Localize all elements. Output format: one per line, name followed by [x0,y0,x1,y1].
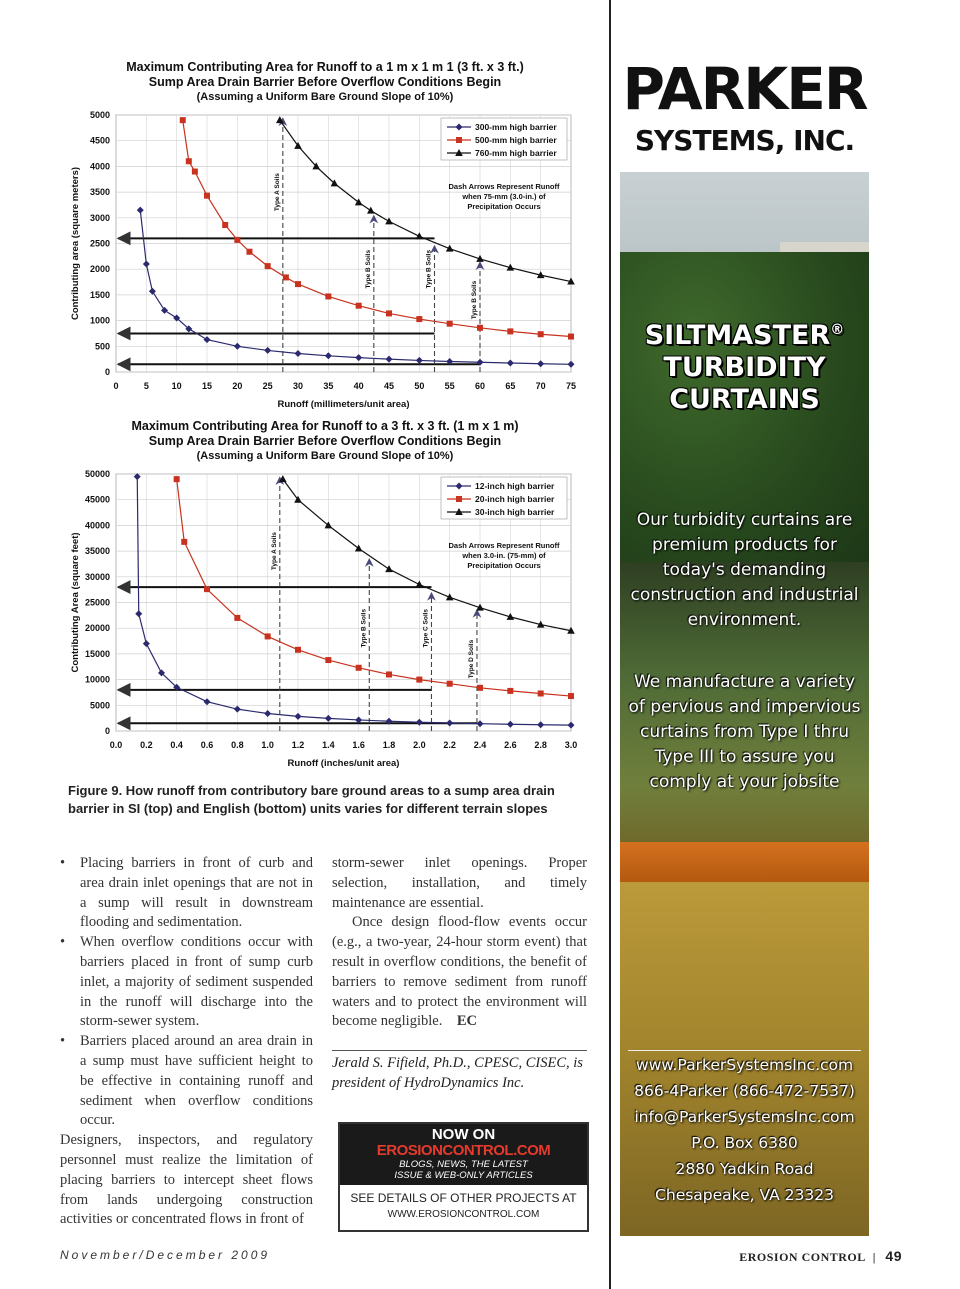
soil-type-label: Type A Soils [273,173,281,212]
y-tick-label: 2000 [89,264,110,275]
data-point [234,237,240,243]
data-point [507,688,513,694]
chart-si [60,60,590,460]
chart-si-plot [60,105,590,455]
x-tick-label: 5 [143,381,149,391]
y-tick-label: 5000 [89,700,110,711]
y-tick-label: 500 [94,341,110,352]
data-point [477,685,483,691]
ad-message-2: We manufacture a variety of pervious and impervious curtains from Type I thru Type III to assure you comply at your jobsite [628,672,861,792]
y-tick-label: 40000 [84,520,110,531]
data-point [386,310,392,316]
data-point [180,117,186,123]
data-point [246,249,252,255]
x-tick-label: 0 [113,381,119,391]
data-point [507,328,513,334]
soil-type-label: Type B Soils [425,249,433,289]
x-tick-label: 25 [262,381,273,391]
chart-english-title: Maximum Contributing Area for Runoff to a 3 ft. x 3 ft. (1 m x 1 m) Sump Area Drain Barrier Before Overflow Conditions Begin (Assuming a Uniform Bare Ground Slope of 10%) [131,419,519,462]
x-tick-label: 70 [535,381,546,391]
ad-header [620,52,869,172]
data-point [325,657,331,663]
data-point [222,222,228,228]
x-tick-label: 55 [444,381,455,391]
data-point [283,274,289,280]
chart-english [60,419,590,819]
data-point [456,137,462,143]
x-tick-label: 0.6 [200,740,214,750]
data-point [447,321,453,327]
right-column [332,854,587,1032]
x-tick-label: 20 [232,381,243,391]
y-tick-label: 30000 [84,571,110,582]
y-tick-label: 1500 [89,289,110,300]
data-point [325,293,331,299]
ad-email-link[interactable]: info@ParkerSystemsInc.com [634,1108,855,1126]
x-tick-label: 0.4 [170,740,183,750]
ad-brand-sub: SYSTEMS, INC. [634,124,855,157]
soil-type-label: Type C Soils [422,608,430,648]
x-tick-label: 1.6 [352,740,365,750]
data-point [456,496,462,502]
legend-entry: 12-inch high barrier [475,481,555,491]
y-tick-label: 35000 [84,546,110,557]
page-number: 49 [885,1248,902,1264]
annotation-text: when 3.0-in. (75-mm) of [462,551,546,560]
soil-type-label: Type A Soils [270,532,278,571]
x-tick-label: 1.2 [291,740,305,750]
y-tick-label: 0 [104,726,110,736]
data-point [204,586,210,592]
y-tick-label: 50000 [84,469,110,479]
ad-brand: PARKER [622,55,867,123]
x-tick-label: 2.8 [534,740,547,750]
chart-si-title: Maximum Contributing Area for Runoff to a 1 m x 1 m 1 (3 ft. x 3 ft.) Sump Area Drain Barrier Before Overflow Conditions Begin (Assuming a Uniform Bare Ground Slope of 10%) [126,60,524,103]
ad-contact: www.ParkerSystemsInc.com 866-4Parker (866-472-7537) info@ParkerSystemsInc.com P.O. Box 6380 2880 Yadkin Road Chesapeake, VA 23323 [620,1052,869,1208]
legend-entry: 30-inch high barrier [475,507,555,517]
annotation-text: Precipitation Occurs [467,561,541,570]
author-bio: Jerald S. Fifield, Ph.D., CPESC, CISEC, is president of HydroDynamics Inc. [332,1050,587,1093]
footer-date: November/December 2009 [60,1248,271,1262]
data-point [265,633,271,639]
x-tick-label: 40 [353,381,364,391]
x-tick-label: 50 [414,381,425,391]
soil-type-label: Type B Soils [364,249,372,289]
parker-systems-ad[interactable] [620,52,869,1236]
data-point [234,615,240,621]
y-tick-label: 45000 [84,494,110,505]
soil-type-label: Type B Soils [471,280,478,320]
soil-type-label: Type D Soils [467,639,475,679]
data-point [265,263,271,269]
end-mark: EC [456,1013,477,1030]
data-point [186,158,192,164]
y-tick-label: 1000 [89,315,110,326]
x-tick-label: 35 [323,381,334,391]
annotation-text: Precipitation Occurs [467,202,541,211]
data-point [181,539,187,545]
data-point [416,677,422,683]
data-point [295,647,301,653]
data-point [477,325,483,331]
y-tick-label: 2500 [89,238,110,249]
x-axis-label: Runoff (millimeters/unit area) [277,399,410,410]
x-tick-label: 2.4 [473,740,487,750]
data-point [192,169,198,175]
legend-entry: 20-inch high barrier [475,494,555,504]
annotation-text: Dash Arrows Represent Runoff [448,182,560,191]
ad-product-name: SILTMASTER® TURBIDITY CURTAINS [644,320,845,415]
x-tick-label: 30 [292,381,304,391]
soil-type-label: Type B Soils [360,608,368,648]
bullet-item: • Barriers placed around an area drain in a sump must have sufficient height to be effective in containing runoff and sediment when overflow conditions occur. [60,1033,313,1129]
y-axis-label: Contributing area (square meters) [70,166,81,321]
annotation-text: Dash Arrows Represent Runoff [448,541,560,550]
data-point [568,334,574,340]
data-point [568,693,574,699]
annotation-text: when 75-mm (3.0-in.) of [462,192,546,201]
y-tick-label: 5000 [89,110,110,120]
x-tick-label: 2.6 [504,740,517,750]
column-rule [609,0,611,1289]
ad-photo-curtain-boom [620,842,869,882]
y-tick-label: 3000 [89,212,110,223]
x-tick-label: 1.4 [322,740,335,750]
legend-entry: 300-mm high barrier [475,122,557,132]
x-tick-label: 60 [474,381,486,391]
figure-caption: Figure 9. How runoff from contributory bare ground areas to a sump area drain barrier in SI (top) and English (bottom) units varies for different terrain slopes [68,783,555,816]
x-tick-label: 2.0 [413,740,426,750]
x-tick-label: 75 [565,381,577,391]
promo-url-link[interactable]: WWW.EROSIONCONTROL.COM [387,1209,540,1220]
data-point [356,665,362,671]
data-point [356,303,362,309]
data-point [447,681,453,687]
promo-header: NOW ON EROSIONCONTROL.COM BLOGS, NEWS, THE LATEST ISSUE & WEB-ONLY ARTICLES [340,1124,587,1185]
x-tick-label: 10 [171,381,182,391]
y-tick-label: 4500 [89,135,110,146]
legend-entry: 760-mm high barrier [475,148,557,158]
ad-website-link[interactable]: www.ParkerSystemsInc.com [635,1056,854,1074]
data-point [174,476,180,482]
y-axis-label: Contributing Area (square feet) [70,532,81,673]
bullet-item: • When overflow conditions occur with barriers placed in front of sump curb inlet, a majority of sediment suspended in the runoff will discharge into the storm-sewer system. [60,934,313,1030]
paragraph: Once design flood-flow events occur (e.g., a two-year, 24-hour storm event) that result in overflow conditions, the benefit of barriers to remove sediment from runoff waters and to protect the environment will become negligible. EC [332,914,587,1030]
data-point [386,671,392,677]
legend-entry: 500-mm high barrier [475,135,557,145]
footer-folio: EROSION CONTROL | 49 [739,1248,902,1264]
x-tick-label: 45 [383,381,395,391]
y-tick-label: 20000 [84,623,110,634]
ad-phone: 866-4Parker (866-472-7537) [634,1082,855,1100]
data-point [204,193,210,199]
y-tick-label: 4000 [89,161,110,172]
paragraph: storm-sewer inlet openings. Proper selection, installation, and timely maintenance are essential. [332,855,587,911]
ad-divider [628,1050,861,1051]
ad-message-1: Our turbidity curtains are premium products for today's demanding construction and industrial environment. [630,510,859,630]
x-tick-label: 0.8 [231,740,244,750]
data-point [416,316,422,322]
x-tick-label: 1.8 [382,740,396,750]
x-tick-label: 0.2 [140,740,153,750]
x-tick-label: 2.2 [443,740,456,750]
x-axis-label: Runoff (inches/unit area) [287,758,400,769]
x-tick-label: 65 [505,381,516,391]
y-tick-label: 25000 [84,597,110,608]
data-point [538,690,544,696]
data-point [295,281,301,287]
x-tick-label: 0.0 [109,740,123,750]
chart-english-plot [60,464,590,814]
y-tick-label: 0 [104,367,110,377]
web-promo-box[interactable]: NOW ON EROSIONCONTROL.COM BLOGS, NEWS, THE LATEST ISSUE & WEB-ONLY ARTICLES SEE DETAILS OF OTHER PROJECTS AT WWW.EROSIONCONTROL.COM [338,1122,589,1232]
data-point [538,331,544,337]
bullet-item: • Placing barriers in front of curb and area drain inlet openings that are not in a sump will result in downstream flooding and sedimentation. [60,855,313,931]
x-tick-label: 3.0 [564,740,578,750]
x-tick-label: 15 [201,381,213,391]
y-tick-label: 10000 [84,674,110,685]
paragraph: Designers, inspectors, and regulatory personnel must realize the limitation of placing barriers to intercept sheet flows from lands undergoing construction activities or concentrated flows in front of [60,1132,313,1228]
x-tick-label: 1.0 [261,740,274,750]
y-tick-label: 15000 [84,648,110,659]
left-column [60,854,313,1230]
y-tick-label: 3500 [89,187,110,198]
